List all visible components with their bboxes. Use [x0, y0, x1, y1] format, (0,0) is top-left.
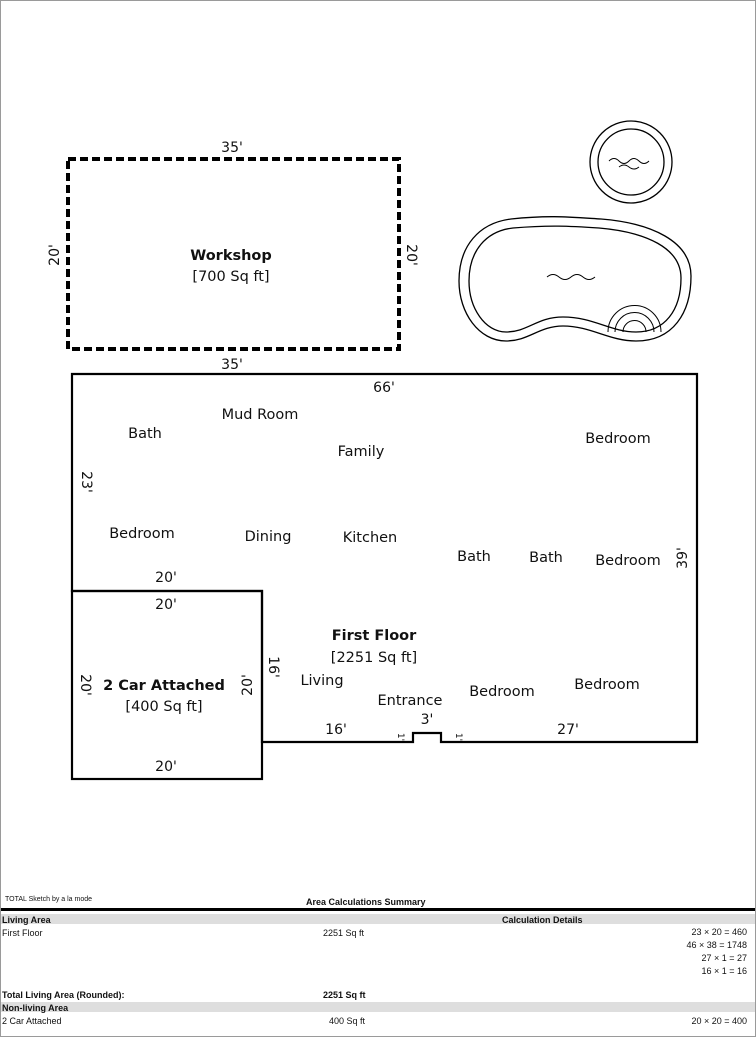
summary-title: Area Calculations Summary: [306, 897, 426, 907]
garage-dim-left: 20': [77, 674, 93, 696]
garage-dim-bottom: 20': [155, 759, 177, 775]
pool-icon: [459, 217, 691, 341]
first-floor-name: First Floor: [331, 628, 417, 644]
workshop-dim-bottom: 35': [221, 357, 243, 373]
floor-dim-entry-right: 1': [453, 732, 463, 742]
calc-line: 46 × 38 = 1748: [686, 940, 747, 950]
floor-dim-inner: 16': [265, 656, 281, 678]
total-living-label: Total Living Area (Rounded):: [2, 990, 125, 1000]
calc-line: 27 × 1 = 27: [701, 953, 747, 963]
floor-plan-sketch: [1, 1, 755, 891]
summary-divider: [1, 908, 755, 911]
floor-dim-right: 39': [675, 547, 691, 569]
room-label: Mud Room: [221, 407, 299, 423]
nonliving-band: [1, 1002, 755, 1012]
garage-dim-right: 20': [240, 674, 256, 696]
room-label: Family: [337, 444, 385, 460]
living-area-header: Living Area: [2, 915, 51, 925]
calc-details-header: Calculation Details: [502, 915, 583, 925]
room-label: Kitchen: [342, 530, 398, 546]
floor-dim-entry-left: 1': [395, 732, 405, 742]
room-label: Dining: [244, 529, 292, 545]
floor-dim-top: 66': [373, 380, 395, 396]
row-area: 2251 Sq ft: [323, 928, 365, 938]
room-label: Bedroom: [574, 677, 640, 693]
room-label: Bath: [128, 426, 162, 442]
workshop-dim-top: 35': [221, 140, 243, 156]
room-label: Bedroom: [585, 431, 651, 447]
living-area-band: [1, 914, 755, 924]
floor-dim-bottom-right: 27': [557, 722, 579, 738]
first-floor-area: [2251 Sq ft]: [330, 650, 418, 666]
floor-dim-bottom-left: 16': [325, 722, 347, 738]
garage-area: [400 Sq ft]: [125, 699, 203, 715]
workshop-name: Workshop: [190, 248, 272, 264]
calc-line: 16 × 1 = 16: [701, 966, 747, 976]
calc-line: 23 × 20 = 460: [691, 927, 747, 937]
room-label: Bedroom: [595, 553, 661, 569]
room-label: Bedroom: [469, 684, 535, 700]
nonliving-header: Non-living Area: [2, 1003, 69, 1013]
room-label: Living: [300, 673, 344, 689]
calc-line: 20 × 20 = 400: [691, 1016, 747, 1026]
floor-dim-left: 23': [78, 471, 94, 493]
garage-name: 2 Car Attached: [103, 678, 225, 694]
software-label: TOTAL Sketch by a la mode: [5, 896, 93, 903]
floor-dim-entry: 3': [420, 712, 434, 728]
workshop-area: [700 Sq ft]: [192, 269, 270, 285]
room-label: Bedroom: [109, 526, 175, 542]
total-living-value: 2251 Sq ft: [323, 990, 366, 1000]
hot-tub-icon: [590, 121, 672, 203]
row-name: First Floor: [2, 928, 43, 938]
workshop-dim-right: 20': [403, 244, 419, 266]
garage-dim-top: 20': [155, 597, 177, 613]
room-label: Bath: [529, 550, 563, 566]
room-label: Bath: [457, 549, 491, 565]
row-name: 2 Car Attached: [2, 1016, 62, 1026]
row-area: 400 Sq ft: [329, 1016, 366, 1026]
room-label: Entrance: [377, 693, 443, 709]
floor-dim-step-top: 20': [155, 570, 177, 586]
workshop-dim-left: 20': [47, 244, 63, 266]
